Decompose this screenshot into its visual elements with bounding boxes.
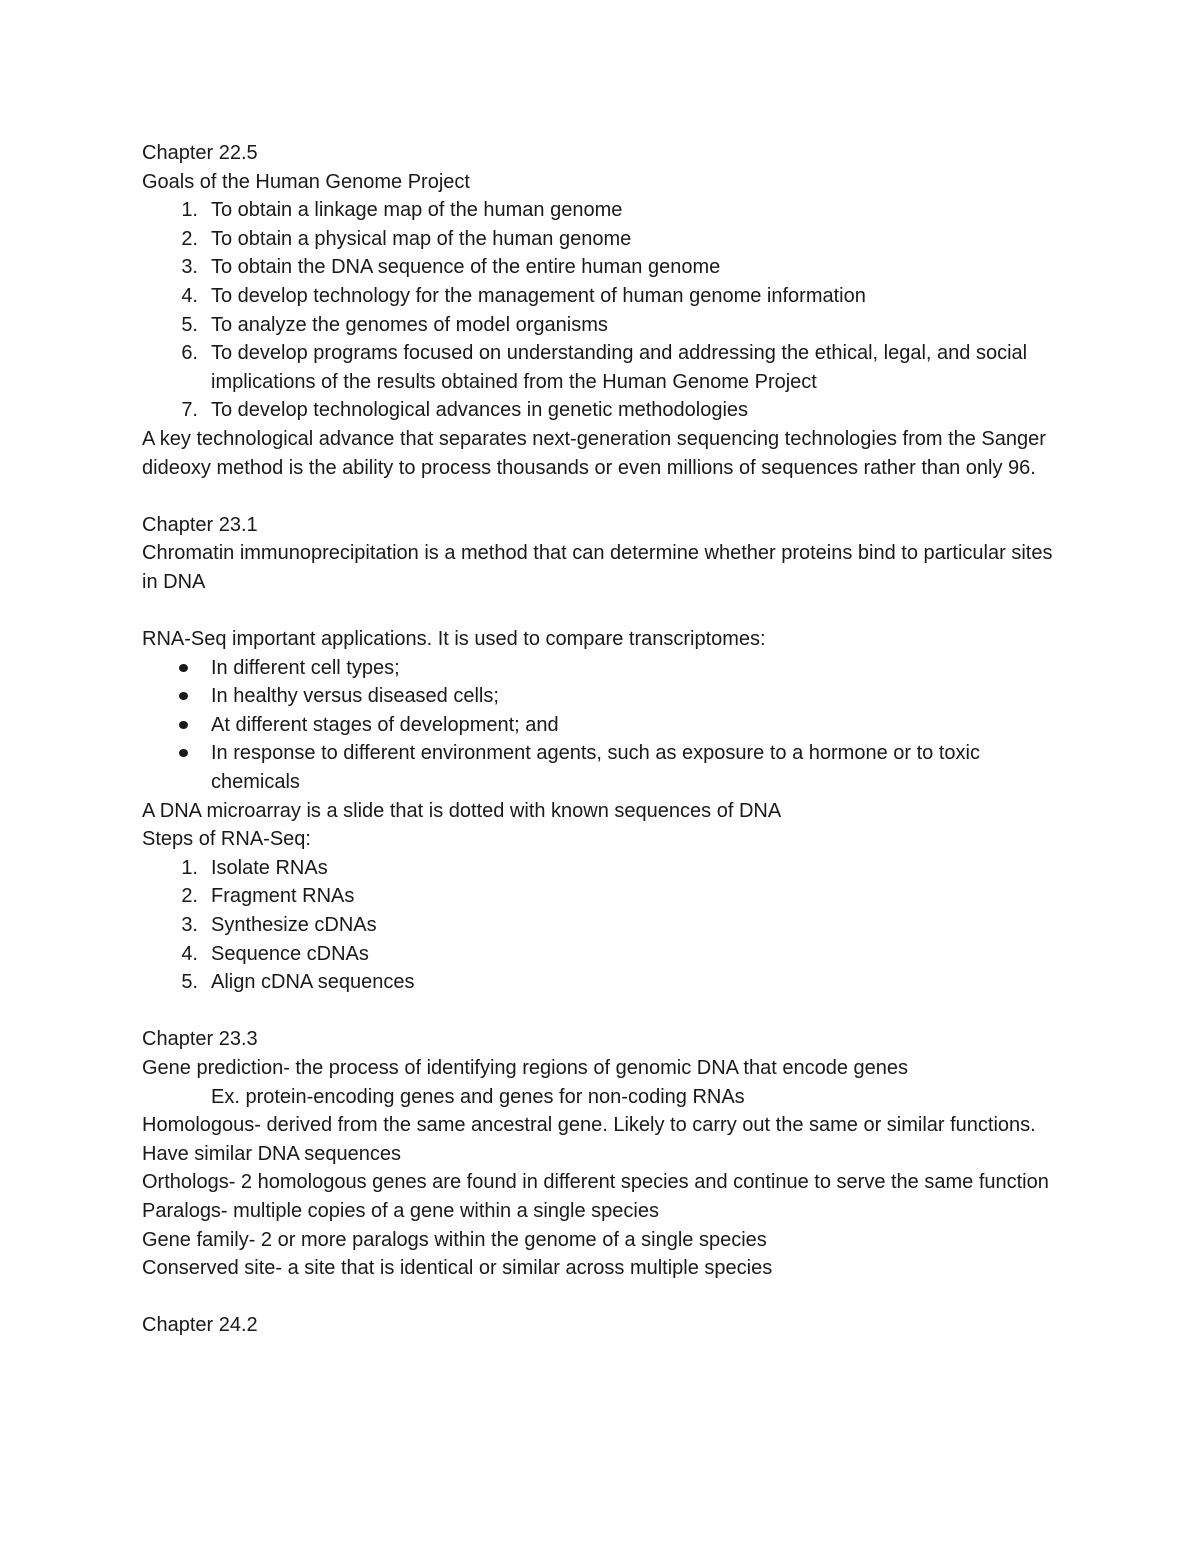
document-page: [142, 139, 1072, 1340]
blank-line: [142, 1283, 1072, 1312]
goals-title: Goals of the Human Genome Project: [142, 170, 470, 193]
list-item: [142, 339, 1072, 396]
blank-line: [142, 597, 1072, 626]
steps-title: Steps of RNA-Seq:: [142, 828, 311, 851]
paragraph: RNA-Seq important applications. It is used to compare transcriptomes:: [142, 628, 766, 651]
chapter-heading: Chapter 23.3: [142, 1028, 258, 1051]
list-item-text: Isolate RNAs: [211, 856, 328, 879]
list-item: [142, 396, 1072, 425]
list-item-text: To develop programs focused on understanding and addressing the ethical, legal, and social implications of the results obtained from the Human Genome Project: [211, 342, 1028, 393]
list-item: [142, 854, 1072, 883]
blank-line: [142, 482, 1072, 511]
definition: Conserved site- a site that is identical or similar across multiple species: [142, 1257, 773, 1280]
bullet-icon: [179, 721, 188, 729]
list-item: [142, 311, 1072, 340]
list-item: [142, 682, 1072, 711]
list-item-text: To obtain a physical map of the human genome: [211, 227, 632, 250]
list-item: [142, 940, 1072, 969]
list-item-text: Align cDNA sequences: [211, 971, 415, 994]
definition: Homologous- derived from the same ancestral gene. Likely to carry out the same or similar functions. Have similar DNA sequences: [142, 1114, 1036, 1165]
chapter-heading: Chapter 24.2: [142, 1314, 258, 1337]
list-number: 1.: [181, 199, 198, 222]
list-number: 2.: [181, 885, 198, 908]
paragraph: A key technological advance that separates next-generation sequencing technologies from the Sanger dideoxy method is the ability to process thousands or even millions of sequences rather than only 96.: [142, 427, 1046, 479]
chapter-heading: Chapter 23.1: [142, 513, 258, 536]
list-item: [142, 968, 1072, 997]
list-number: 3.: [181, 914, 198, 937]
list-item: [142, 253, 1072, 282]
list-number: 2.: [181, 227, 198, 250]
list-item-text: Fragment RNAs: [211, 885, 355, 908]
rnaseq-uses-list: [142, 654, 1072, 797]
list-number: 4.: [181, 284, 198, 307]
bullet-icon: [179, 692, 188, 700]
paragraph: A DNA microarray is a slide that is dotted with known sequences of DNA: [142, 799, 782, 822]
definition: Paralogs- multiple copies of a gene within a single species: [142, 1199, 659, 1222]
list-item-text: In different cell types;: [211, 656, 400, 679]
chapter-heading: Chapter 22.5: [142, 142, 258, 164]
list-item: [142, 196, 1072, 225]
list-item-text: To obtain the DNA sequence of the entire human genome: [211, 256, 721, 279]
list-item-text: At different stages of development; and: [211, 713, 559, 736]
list-number: 5.: [181, 971, 198, 994]
list-item-text: Synthesize cDNAs: [211, 914, 377, 937]
list-item: [142, 654, 1072, 683]
goals-list: [142, 196, 1072, 425]
definition: Gene prediction- the process of identifying regions of genomic DNA that encode genes: [142, 1057, 909, 1079]
list-number: 7.: [181, 399, 198, 422]
list-number: 4.: [181, 942, 198, 965]
list-item-text: In response to different environment agents, such as exposure to a hormone or to toxic chemicals: [211, 742, 980, 794]
list-item-text: To analyze the genomes of model organisms: [211, 313, 608, 336]
rnaseq-steps-list: [142, 854, 1072, 997]
list-number: 6.: [181, 342, 198, 365]
list-item-text: To develop technological advances in genetic methodologies: [211, 399, 749, 422]
list-item: [142, 282, 1072, 311]
list-item-text: In healthy versus diseased cells;: [211, 685, 499, 708]
list-item-text: To obtain a linkage map of the human genome: [211, 199, 623, 222]
list-item: [142, 911, 1072, 940]
list-item: [142, 739, 1072, 796]
list-number: 5.: [181, 313, 198, 336]
list-number: 1.: [181, 856, 198, 879]
list-number: 3.: [181, 256, 198, 279]
list-item: [142, 882, 1072, 911]
list-item: [142, 711, 1072, 740]
example-line: Ex. protein-encoding genes and genes for non-coding RNAs: [211, 1085, 745, 1108]
bullet-icon: [179, 749, 188, 757]
list-item-text: Sequence cDNAs: [211, 942, 369, 965]
list-item: [142, 225, 1072, 254]
definition: Gene family- 2 or more paralogs within the genome of a single species: [142, 1228, 767, 1251]
bullet-icon: [179, 664, 188, 672]
paragraph: Chromatin immunoprecipitation is a method that can determine whether proteins bind to particular sites in DNA: [142, 542, 1053, 593]
definition: Orthologs- 2 homologous genes are found in different species and continue to serve the same function: [142, 1171, 1049, 1194]
list-item-text: To develop technology for the management of human genome information: [211, 284, 866, 307]
blank-line: [142, 997, 1072, 1026]
